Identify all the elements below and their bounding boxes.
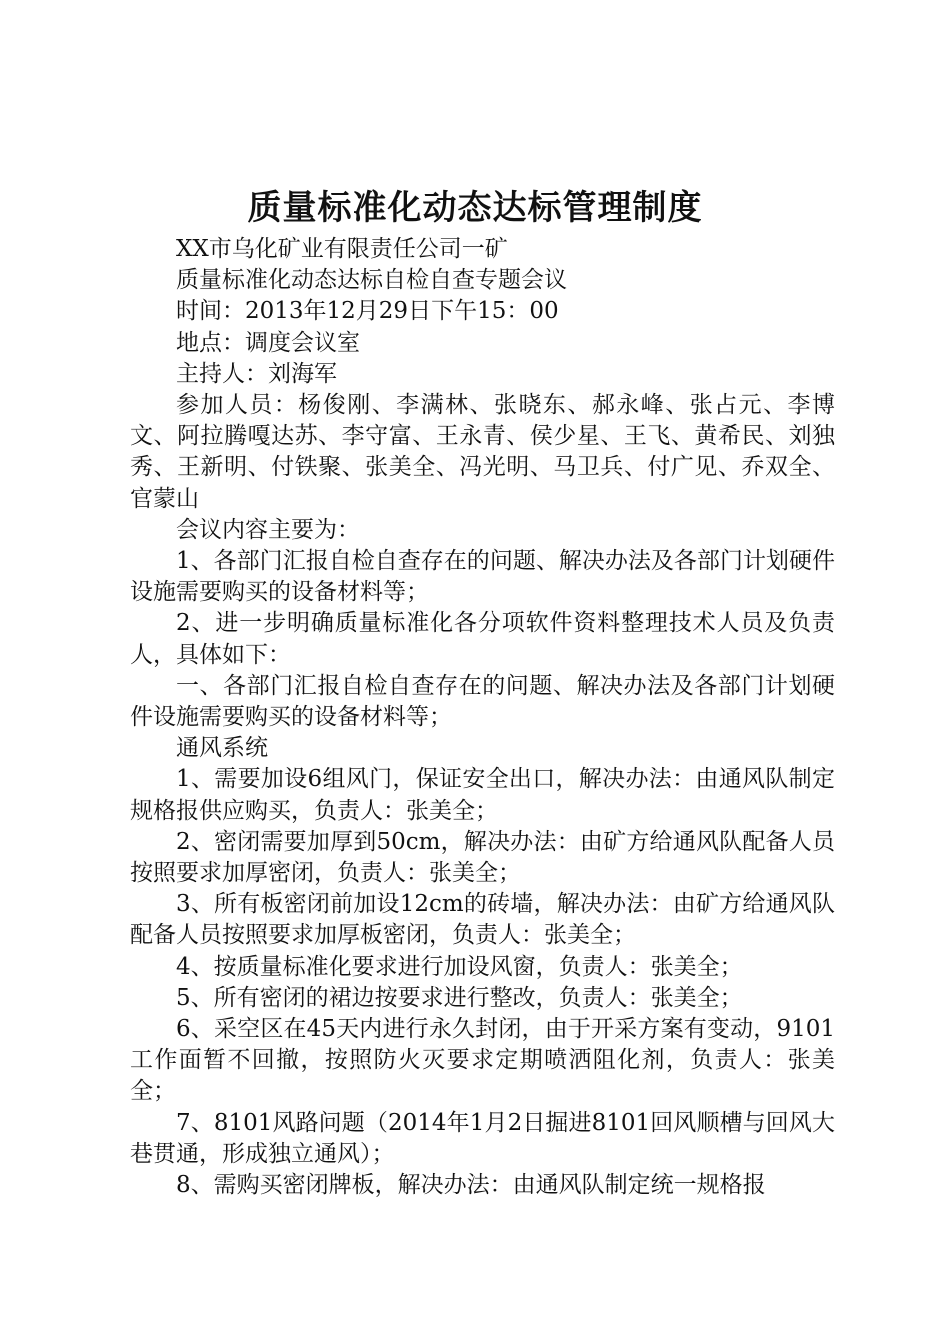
meeting-title: 质量标准化动态达标自检自查专题会议 [176, 267, 567, 294]
ventilation-item-7: 7、8101风路问题（2014年1月2日掘进8101回风顺槽与回风大巷贯通，形成独立通风）； [130, 1109, 835, 1167]
section-heading-1: 一、各部门汇报自检自查存在的问题、解决办法及各部门计划硬件设施需要购买的设备材料等； [130, 672, 835, 731]
content-item-2: 2、进一步明确质量标准化各分项软件资料整理技术人员及负责人，具体如下： [130, 610, 835, 668]
ventilation-item-8: 8、需购买密闭牌板，解决办法：由通风队制定统一规格报 [176, 1172, 766, 1199]
meeting-host: 主持人：刘海军 [176, 360, 337, 387]
ventilation-item-1: 1、需要加设6组风门，保证安全出口，解决办法：由通风队制定规格报供应购买，负责人：张美全； [130, 766, 835, 824]
meeting-location: 地点：调度会议室 [176, 329, 360, 356]
document-body [130, 234, 835, 1201]
content-item-1: 1、各部门汇报自检自查存在的问题、解决办法及各部门计划硬件设施需要购买的设备材料等； [130, 548, 835, 606]
meeting-time: 时间：2013年12月29日下午15：00 [176, 298, 559, 325]
company-line: XX市乌化矿业有限责任公司一矿 [176, 236, 508, 262]
document-title: 质量标准化动态达标管理制度 [247, 188, 703, 228]
meeting-content-heading: 会议内容主要为： [176, 516, 360, 543]
ventilation-item-4: 4、按质量标准化要求进行加设风窗，负责人：张美全； [176, 953, 743, 980]
ventilation-heading: 通风系统 [176, 735, 268, 762]
meeting-attendees: 参加人员：杨俊刚、李满林、张晓东、郝永峰、张占元、李博文、阿拉腾嘎达苏、李守富、王永青、侯少星、王飞、黄希民、刘独秀、王新明、付铁聚、张美全、冯光明、马卫兵、付广见、乔双全、官蒙山 [130, 392, 835, 512]
ventilation-item-2: 2、密闭需要加厚到50cm，解决办法：由矿方给通风队配备人员按照要求加厚密闭，负责人：张美全； [130, 828, 835, 887]
ventilation-item-6: 6、采空区在45天内进行永久封闭，由于开采方案有变动，9101工作面暂不回撤，按照防火灭要求定期喷洒阻化剂，负责人：张美全； [130, 1016, 835, 1105]
ventilation-item-3: 3、所有板密闭前加设12cm的砖墙，解决办法：由矿方给通风队配备人员按照要求加厚板密闭，负责人：张美全； [130, 891, 835, 949]
ventilation-item-5: 5、所有密闭的裙边按要求进行整改，负责人：张美全； [176, 984, 743, 1011]
